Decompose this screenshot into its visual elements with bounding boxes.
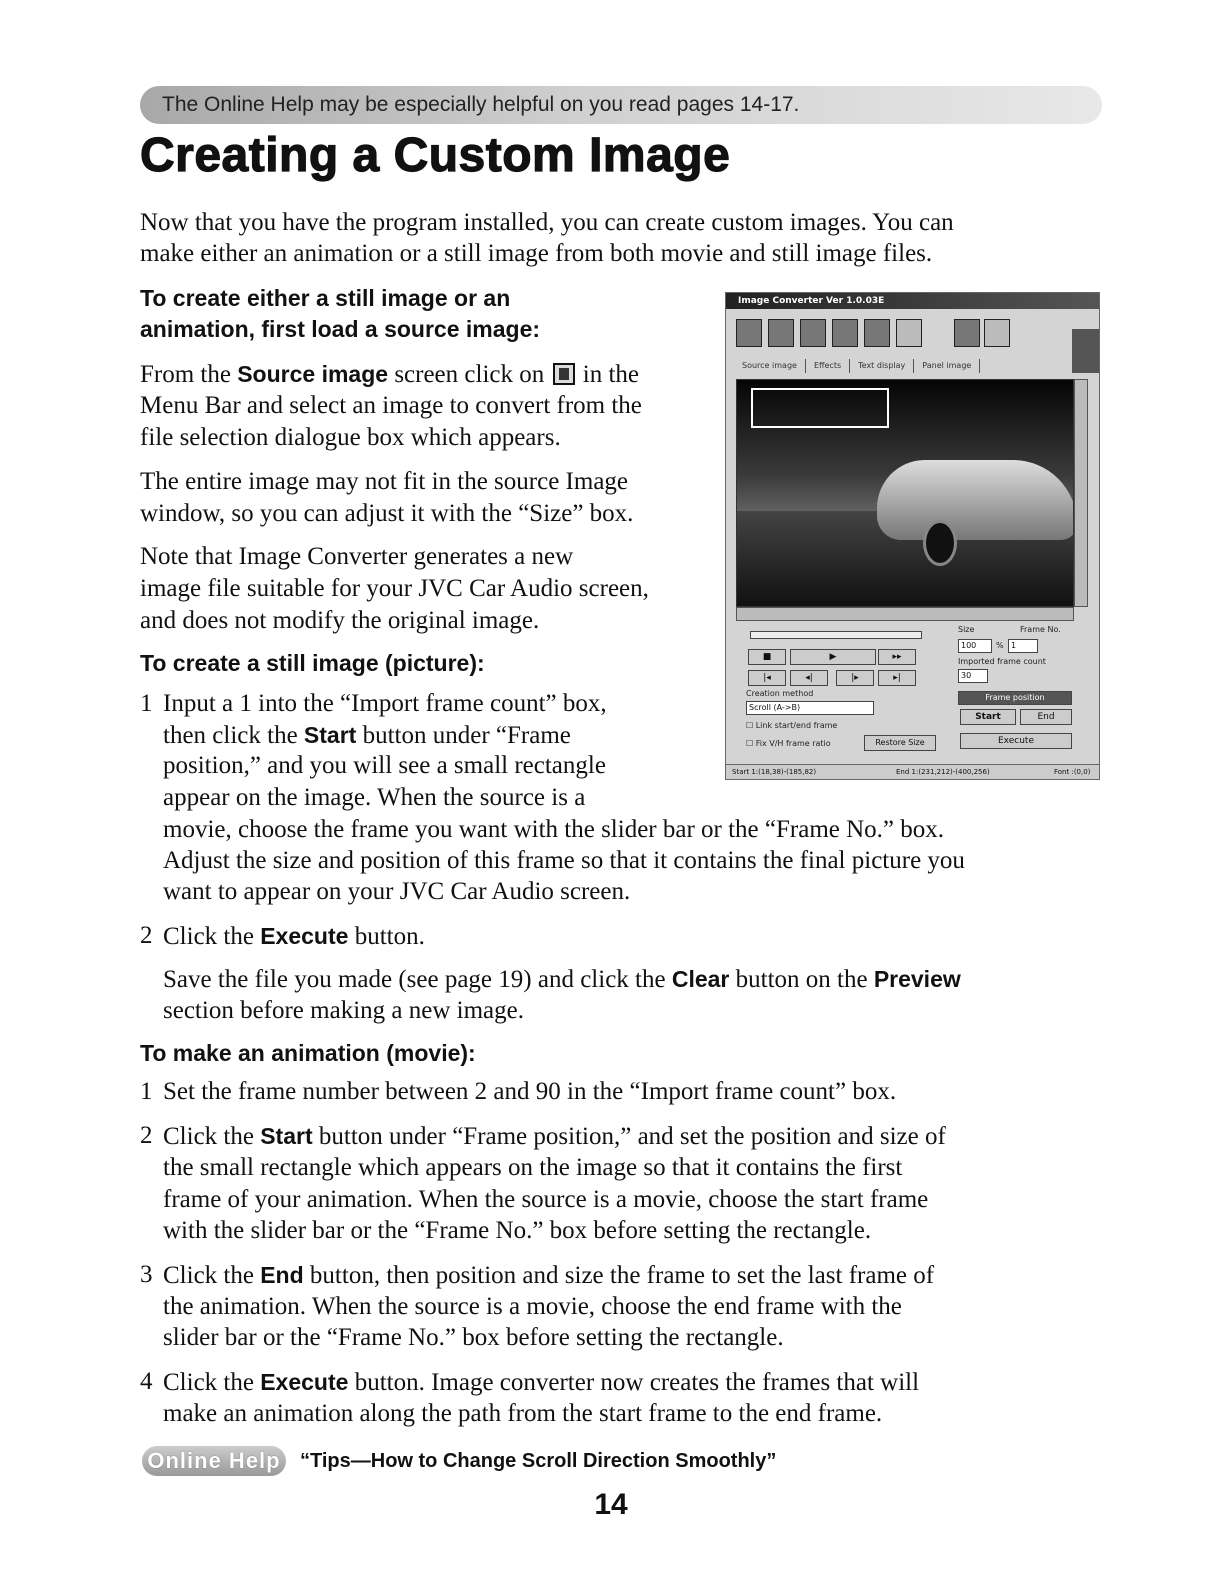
execute-button[interactable]: Execute [960,733,1072,749]
image-converter-screenshot [725,292,1100,780]
online-help-badge: Online Help [142,1446,286,1476]
frame-no-input[interactable]: 1 [1008,639,1038,653]
step-number: 1 [140,690,153,717]
still-step1-line-3: position,” and you will see a small rectangle [163,752,606,779]
anim-step3-line-2: the animation. When the source is a movie, choose the end frame with the [163,1293,902,1320]
restore-size-button[interactable]: Restore Size [864,735,936,751]
step-number: 1 [140,1078,153,1105]
section-heading-still: To create a still image (picture): [140,650,485,676]
size-paragraph-line-2: window, so you can adjust it with the “Size” box. [140,500,634,527]
link-frame-checkbox[interactable]: ☐ Link start/end frame [746,721,838,730]
anim-step3-line-3: slider bar or the “Frame No.” box before setting the rectangle. [163,1324,784,1351]
note-line-2: image file suitable for your JVC Car Audio screen, [140,575,649,602]
anim-step2-line-4: with the slider bar or the “Frame No.” box before setting the rectangle. [163,1217,872,1244]
still-step1-line-1: Input a 1 into the “Import frame count” box, [163,690,607,717]
prev-frame-button[interactable]: ◂| [790,670,828,686]
load-paragraph-line-3: file selection dialogue box which appears. [140,424,561,451]
fix-ratio-checkbox[interactable]: ☐ Fix V/H frame ratio [746,739,831,748]
step-number: 4 [140,1368,153,1395]
step-number: 2 [140,922,153,949]
car-image [877,460,1074,540]
settings-icon[interactable] [954,319,980,347]
save-line-1: Save the file you made (see page 19) and click the Clear button on the Preview [163,966,961,993]
size-paragraph-line-1: The entire image may not fit in the source Image [140,468,629,495]
fast-forward-button[interactable]: ▸▸ [878,649,916,665]
step-number: 2 [140,1122,153,1149]
app-tabs [734,359,980,375]
first-frame-button[interactable]: |◂ [748,670,786,686]
percent-label: % [996,641,1004,650]
end-button[interactable]: End [1020,709,1072,725]
anim-step2-line-1: Click the Start button under “Frame position,” and set the position and size of [163,1123,946,1150]
stop-button[interactable]: ■ [748,649,786,665]
play-button[interactable]: ▶ [790,649,876,665]
app-toolbar [726,311,1099,355]
load-paragraph-line-1: From the Source image screen click on in the [140,361,639,388]
still-step2: Click the Execute button. [163,923,425,950]
section-heading-load-2: animation, first load a source image: [140,316,541,342]
last-frame-button[interactable]: ▸| [878,670,916,686]
frame-no-label: Frame No. [1020,625,1061,634]
online-help-topic: “Tips—How to Change Scroll Direction Smoothly” [300,1450,777,1472]
source-image-view[interactable] [736,379,1074,607]
frame-rectangle[interactable] [751,388,889,428]
still-step1-line-6: Adjust the size and position of this frame so that it contains the final picture you [163,847,965,874]
save-line-2: section before making a new image. [163,997,524,1024]
section-heading-animation: To make an animation (movie): [140,1040,476,1066]
vertical-scrollbar[interactable] [1074,379,1088,607]
movie-icon[interactable] [768,319,794,347]
note-line-1: Note that Image Converter generates a new [140,543,574,570]
status-bar [726,764,1099,779]
imported-frame-count-input[interactable]: 30 [958,669,988,683]
online-help-banner: The Online Help may be especially helpful on you read pages 14-17. [140,86,1102,124]
anim-step4-line-2: make an animation along the path from the start frame to the end frame. [163,1400,883,1427]
close-icon[interactable] [984,319,1010,347]
help-icon[interactable] [896,319,922,347]
status-font: Font :(0,0) [1054,768,1091,776]
load-paragraph-line-2: Menu Bar and select an image to convert from the [140,392,642,419]
frame-slider[interactable] [750,631,922,639]
frame-position-header: Frame position [958,691,1072,705]
anim-step2-line-2: the small rectangle which appears on the image so that it contains the first [163,1154,903,1181]
image-icon[interactable] [832,319,858,347]
open-file-icon [553,363,575,385]
page-number: 14 [594,1488,628,1521]
intro-line-1: Now that you have the program installed, you can create custom images. You can [140,209,954,236]
note-line-3: and does not modify the original image. [140,607,540,634]
still-step1-line-7: want to appear on your JVC Car Audio screen. [163,878,631,905]
tab-panel-image[interactable]: Panel image [914,359,980,373]
intro-line-2: make either an animation or a still image from both movie and still image files. [140,240,933,267]
anim-step3-line-1: Click the End button, then position and size the frame to set the last frame of [163,1262,935,1289]
app-title-bar: Image Converter Ver 1.0.03E [726,293,1099,309]
status-end: End 1:(231,212)-(400,256) [896,768,990,776]
still-step1-line-5: movie, choose the frame you want with the slider bar or the “Frame No.” box. [163,816,945,843]
movie-alt-icon[interactable] [800,319,826,347]
creation-method-select[interactable]: Scroll (A->B) [746,701,874,715]
logo-strip [1072,329,1099,373]
status-start: Start 1:(18,38)-(185,82) [732,768,817,776]
size-label: Size [958,625,975,634]
anim-step1: Set the frame number between 2 and 90 in the “Import frame count” box. [163,1078,897,1105]
anim-step4-line-1: Click the Execute button. Image converter now creates the frames that will [163,1369,920,1396]
size-input[interactable]: 100 [958,639,992,653]
still-step1-line-2: then click the Start button under “Frame [163,722,571,749]
still-step1-line-4: appear on the image. When the source is a [163,784,586,811]
tab-effects[interactable]: Effects [806,359,850,373]
tab-text-display[interactable]: Text display [850,359,914,373]
tab-source-image[interactable]: Source image [734,359,806,373]
next-frame-button[interactable]: |▸ [836,670,874,686]
save-icon[interactable] [864,319,890,347]
imported-frame-count-label: Imported frame count [958,657,1046,666]
start-button[interactable]: Start [960,709,1016,725]
creation-method-label: Creation method [746,689,814,698]
step-number: 3 [140,1261,153,1288]
section-heading-load-1: To create either a still image or an [140,285,511,311]
open-file-icon[interactable] [736,319,762,347]
horizontal-scrollbar[interactable] [736,607,1074,621]
page-title: Creating a Custom Image [140,129,731,182]
anim-step2-line-3: frame of your animation. When the source is a movie, choose the start frame [163,1186,929,1213]
